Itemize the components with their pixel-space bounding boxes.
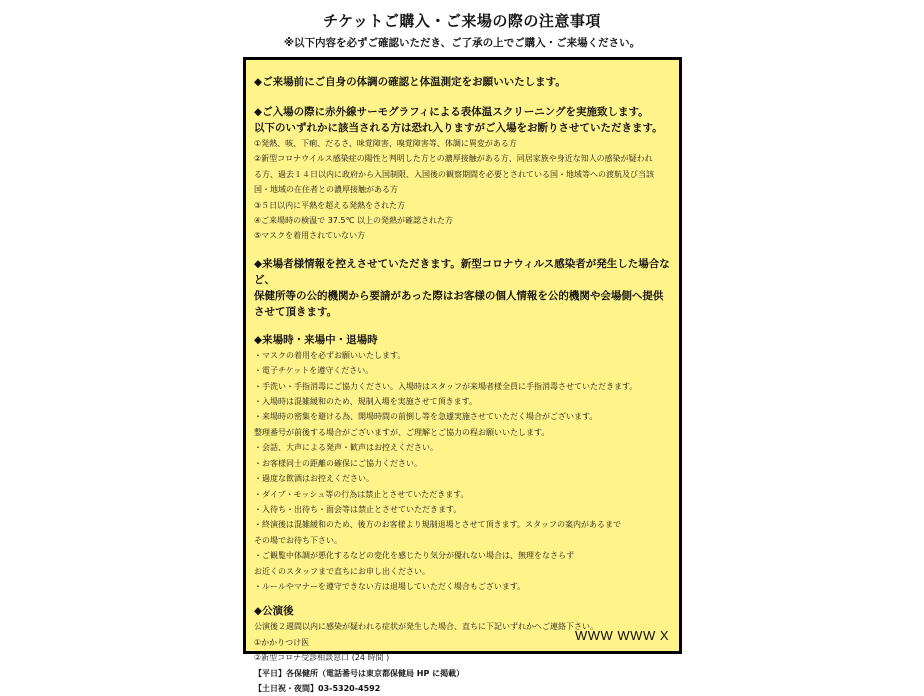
list-item: 国・地域の在住者との濃厚接触がある方: [254, 185, 398, 195]
section-thermography-lead: 以下のいずれかに該当される方は恐れ入りますがご入場をお断りさせていただきます。: [254, 122, 663, 134]
list-item: ・会話、大声による発声・歓声はお控えください。: [254, 443, 438, 453]
section-after-show-heading: ◆公演後: [254, 605, 294, 618]
list-item: ・過度な飲酒はお控えください。: [254, 474, 374, 484]
list-item: ・ルールやマナーを遵守できない方は退場していただく場合もございます。: [254, 581, 526, 591]
list-item: ・入待ち・出待ち・面会等は禁止とさせていただきます。: [254, 504, 462, 514]
contact-weekday: 【平日】各保健所（電話番号は東京都保健局 HP に掲載）: [254, 668, 465, 678]
page-title: チケットご購入・ご来場の際の注意事項: [323, 12, 601, 30]
section-during-visit-heading: ◆来場時・来場中・退場時: [254, 333, 378, 346]
list-item: ・マスクの着用を必ずお願いいたします。: [254, 350, 406, 360]
list-item: ①かかりつけ医: [254, 637, 310, 647]
list-item: ③５日以内に平熱を超える発熱をされた方: [254, 200, 406, 210]
list-item: ・終演後は混雑緩和のため、後方のお客様より規制退場とさせて頂きます。スタッフの案内があるまで: [254, 520, 622, 530]
list-item: ・ご観覧中体調が悪化するなどの変化を感じたり気分が優れない場合は、無理をなさらず: [254, 551, 574, 561]
list-item: その場でお待ち下さい。: [254, 535, 342, 545]
footer-mark: WWW WWW X: [574, 628, 669, 643]
list-item: ・電子チケットを遵守ください。: [254, 366, 374, 376]
section-thermography-heading: ◆ご入場の際に赤外線サーモグラフィによる表体温スクリーニングを実施致します。: [254, 106, 649, 118]
contact-holiday-night: 【土日祝・夜間】03-5320-4592: [254, 683, 381, 693]
section-health-check-heading: ◆ご来場前にご自身の体調の確認と体温測定をお願いいたします。: [254, 76, 566, 88]
section-visitor-info-line: 保健所等の公的機関から要請があった際はお客様の個人情報を公的機関や会場側へ提供: [254, 289, 664, 302]
list-item: る方、過去１４日以内に政府から入国制限、入国後の観察期間を必要とされている国・地域等への渡航及び当該: [254, 169, 654, 179]
list-item: お近くのスタッフまで直ちにお申し出ください。: [254, 566, 430, 576]
list-item: ・入場時は混雑緩和のため、規制入場を実施させて頂きます。: [254, 397, 478, 407]
list-item: ②新型コロナウイルス感染症の陽性と判明した方との濃厚接触がある方、同居家族や身近な知人の感染が疑われ: [254, 154, 653, 164]
page-subtitle: ※以下内容を必ずご確認いただき、ご了承の上でご購入・ご来場ください。: [283, 37, 641, 49]
notice-content: [254, 74, 676, 696]
list-item: ④ご来場時の検温で 37.5℃ 以上の発熱が確認された方: [254, 216, 454, 226]
list-item: ・手洗い・手指消毒にご協力ください。入場時はスタッフが来場者様全員に手指消毒させていただきます。: [254, 381, 638, 391]
list-item: ②新型コロナ受診相談窓口 (24 時間 ): [254, 653, 390, 663]
list-item: ・ダイブ・モッシュ等の行為は禁止とさせていただきます。: [254, 489, 469, 499]
section-visitor-info-line: させて頂きます。: [254, 305, 338, 318]
list-item: ⑤マスクを着用されていない方: [254, 231, 366, 241]
list-item: ・来場時の密集を避ける為、開場時間の前倒し等を急遽実施させていただく場合がございます。: [254, 412, 598, 422]
list-item: ①発熱、咳、下痢、だるさ、味覚障害、嗅覚障害等、体調に異変がある方: [254, 139, 517, 148]
list-item: 整理番号が前後する場合がございますが、ご理解とご協力の程お願いいたします。: [254, 427, 550, 437]
list-item: 公演後２週間以内に感染が疑われる症状が発生した場合、直ちに下記いずれかへご連絡下さい。: [254, 622, 598, 632]
notice-box: [243, 57, 682, 693]
section-visitor-info-line: ◆来場者様情報を控えさせていただきます。新型コロナウィルス感染者が発生した場合など、: [254, 257, 670, 286]
list-item: ・お客様同士の距離の確保にご協力ください。: [254, 458, 422, 468]
